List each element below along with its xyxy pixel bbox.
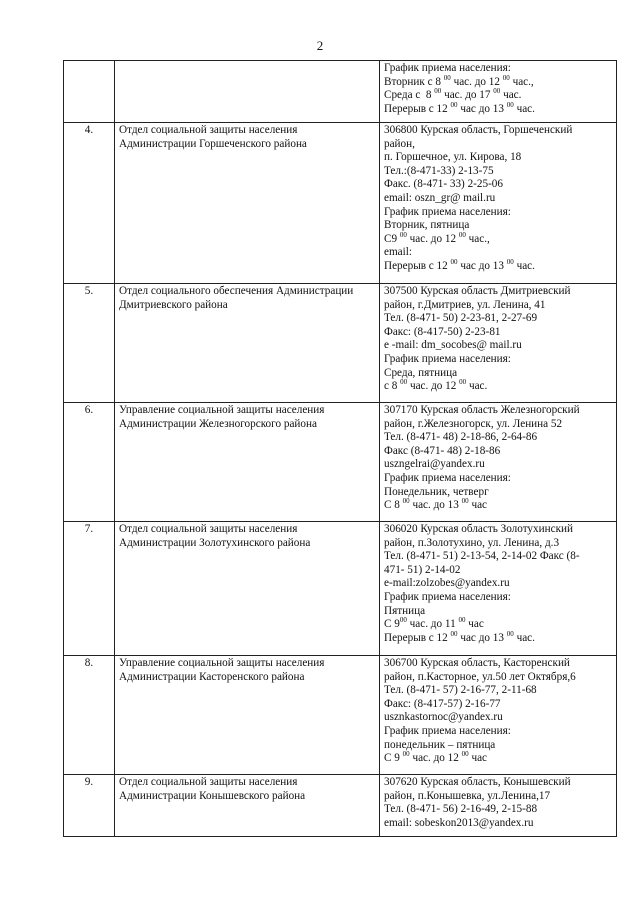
organization-name: Управление социальной защиты населения Администрации Касторенского района <box>115 656 380 775</box>
contact-line: Среда, пятница <box>384 366 458 379</box>
contact-line <box>384 499 612 513</box>
contact-line: Понедельник, четверг <box>384 485 489 498</box>
table-row <box>64 284 617 403</box>
contact-line-part: час. до 12 <box>407 380 460 393</box>
superscript-minutes: 00 <box>461 497 469 506</box>
contact-line-part: час до 13 <box>457 102 507 115</box>
contact-line-part: час <box>468 499 488 512</box>
superscript-minutes: 00 <box>450 629 458 638</box>
contact-line-part: С9 <box>384 232 400 245</box>
superscript-minutes: 00 <box>506 257 514 266</box>
contact-details <box>380 61 617 123</box>
superscript-minutes: 00 <box>443 73 451 82</box>
contact-line-part: час. до 13 <box>409 499 462 512</box>
contact-line: Факс. (8-471- 33) 2-25-06 <box>384 178 503 191</box>
contact-line: 307500 Курская область Дмитриевский <box>384 285 571 297</box>
superscript-minutes: 00 <box>402 497 410 506</box>
row-number: 8. <box>64 656 115 775</box>
contact-line-part: Вторник с 8 <box>384 75 444 88</box>
contact-line: Факс: (8-417-50) 2-23-81 <box>384 325 501 338</box>
row-number: 4. <box>64 123 115 284</box>
contact-line-part: час. <box>513 259 535 272</box>
contact-line: район, г.Дмитриев, ул. Ленина, 41 <box>384 298 546 311</box>
contact-line: район, п.Золотухино, ул. Ленина, д.3 <box>384 536 560 549</box>
contact-line: График приема населения: <box>384 352 511 365</box>
contact-line: Тел. (8-471- 48) 2-18-86, 2-64-86 <box>384 431 538 444</box>
contact-line <box>384 89 612 103</box>
contact-line: 306020 Курская область Золотухинский <box>384 523 573 535</box>
contact-line: Вторник, пятница <box>384 219 470 232</box>
organization-name: Управление социальной защиты населения Администрации Железногорского района <box>115 403 380 522</box>
superscript-minutes: 00 <box>458 230 466 239</box>
social-protection-offices-table <box>63 60 617 837</box>
contact-line: Тел. (8-471- 51) 2-13-54, 2-14-02 Факс (8- <box>384 550 580 563</box>
contact-line: понедельник – пятница <box>384 738 496 751</box>
contact-line: email: <box>384 246 412 259</box>
contact-line: 307170 Курская область Железногорский <box>384 404 580 416</box>
superscript-minutes: 00 <box>506 629 514 638</box>
row-number: 7. <box>64 522 115 656</box>
contact-line-part: с 8 <box>384 380 401 393</box>
contact-details <box>380 403 617 522</box>
contact-details <box>380 123 617 284</box>
contact-line-part: Перерыв с 12 <box>384 631 451 644</box>
contact-line <box>384 629 612 646</box>
table-body <box>64 61 617 837</box>
contact-line <box>384 230 612 247</box>
contact-line-part: час <box>465 618 484 631</box>
contact-line: п. Горшечное, ул. Кирова, 18 <box>384 151 522 164</box>
contact-line: Факс (8-471- 48) 2-18-86 <box>384 444 501 457</box>
organization-name: Отдел социальной защиты населения Администрации Конышевского района <box>115 775 380 837</box>
contact-line-part: час., <box>509 75 534 88</box>
contact-line-part: час., <box>465 232 490 245</box>
contact-line: График приема населения: <box>384 471 511 484</box>
contact-line: e-mail:zolzobes@yandex.ru <box>384 577 510 590</box>
table-row <box>64 403 617 522</box>
contact-line: Тел. (8-471- 56) 2-16-49, 2-15-88 <box>384 803 538 816</box>
contact-line-part: час. до 12 <box>406 232 459 245</box>
table-row <box>64 522 617 656</box>
contact-line: 471- 51) 2-14-02 <box>384 563 461 576</box>
organization-name: Отдел социальной защиты населения Администрации Горшеченского района <box>115 123 380 284</box>
contact-line-part: час <box>468 752 488 765</box>
contact-line-part: Перерыв с 12 <box>384 102 451 115</box>
contact-line: район, г.Железногорск, ул. Ленина 52 <box>384 417 563 430</box>
superscript-minutes: 00 <box>402 750 410 759</box>
contact-line-part: час. <box>513 631 535 644</box>
contact-line-part: час. до 11 <box>406 618 459 631</box>
superscript-minutes: 00 <box>450 100 458 109</box>
contact-line: район, п.Конышевка, ул.Ленина,17 <box>384 789 551 802</box>
contact-line-part: час. <box>513 102 535 115</box>
contact-line-part: час. до 17 <box>441 89 494 102</box>
contact-line-part: С 9 <box>384 618 400 631</box>
contact-line-part: Перерыв с 12 <box>384 259 451 272</box>
contact-line <box>384 100 612 117</box>
contact-line: 306700 Курская область, Касторенский <box>384 657 570 669</box>
contact-line-part: час. <box>466 380 488 393</box>
contact-line: Факс: (8-417-57) 2-16-77 <box>384 697 501 710</box>
contact-line: uszngelrai@yandex.ru <box>384 458 485 471</box>
row-number <box>64 61 115 123</box>
superscript-minutes: 00 <box>461 750 469 759</box>
table-row <box>64 656 617 775</box>
row-number: 5. <box>64 284 115 403</box>
contact-line-part: час. до 12 <box>450 75 503 88</box>
contact-details <box>380 656 617 775</box>
contact-line <box>384 752 612 766</box>
superscript-minutes: 00 <box>493 87 501 96</box>
contact-line: Тел. (8-471- 57) 2-16-77, 2-11-68 <box>384 684 537 697</box>
table-row <box>64 775 617 837</box>
contact-line-part: час до 13 <box>457 631 507 644</box>
contact-line: График приема населения: <box>384 590 511 603</box>
superscript-minutes: 00 <box>450 257 458 266</box>
table-row <box>64 123 617 284</box>
row-number: 9. <box>64 775 115 837</box>
contact-line: График приема населения: <box>384 205 511 218</box>
superscript-minutes: 00 <box>434 87 442 96</box>
contact-line: email: oszn_gr@ mail.ru <box>384 191 496 204</box>
organization-name: Отдел социального обеспечения Администрации Дмитриевского района <box>115 284 380 403</box>
contact-line: район, <box>384 137 415 150</box>
contact-line: 307620 Курская область, Конышевский <box>384 776 571 788</box>
contact-line: График приема населения: <box>384 724 511 737</box>
superscript-minutes: 00 <box>506 100 514 109</box>
contact-details <box>380 522 617 656</box>
contact-line-part: С 8 <box>384 499 403 512</box>
superscript-minutes: 00 <box>502 73 510 82</box>
contact-line-part: час. <box>500 89 522 102</box>
superscript-minutes: 00 <box>458 616 466 625</box>
contact-line <box>384 380 612 394</box>
organization-name: Отдел социальной защиты населения Администрации Золотухинского района <box>115 522 380 656</box>
contact-line <box>384 257 612 274</box>
page-number: 2 <box>316 38 324 53</box>
table-row <box>64 61 617 123</box>
contact-line: e -mail: dm_socobes@ mail.ru <box>384 339 522 352</box>
contact-line-part: Среда с 8 <box>384 89 435 102</box>
superscript-minutes: 00 <box>459 378 467 387</box>
contact-line <box>384 618 612 632</box>
contact-line: usznkastornoc@yandex.ru <box>384 711 503 724</box>
contact-line: Тел.:(8-471-33) 2-13-75 <box>384 164 494 177</box>
contact-line: График приема населения: <box>384 62 511 74</box>
contact-line-part: час. до 12 <box>409 752 462 765</box>
contact-line-part: С 9 <box>384 752 403 765</box>
contact-details <box>380 775 617 837</box>
contact-line: 306800 Курская область, Горшеченский <box>384 124 573 136</box>
row-number: 6. <box>64 403 115 522</box>
contact-line: Пятница <box>384 604 426 617</box>
contact-line: район, п.Касторное, ул.50 лет Октября,6 <box>384 670 576 683</box>
superscript-minutes: 00 <box>400 378 408 387</box>
contact-line-part: час до 13 <box>457 259 507 272</box>
contact-details <box>380 284 617 403</box>
organization-name <box>115 61 380 123</box>
contact-line: email: sobeskon2013@yandex.ru <box>384 816 534 829</box>
superscript-minutes: 00 <box>399 616 407 625</box>
superscript-minutes: 00 <box>399 230 407 239</box>
contact-line: Тел. (8-471- 50) 2-23-81, 2-27-69 <box>384 312 538 325</box>
